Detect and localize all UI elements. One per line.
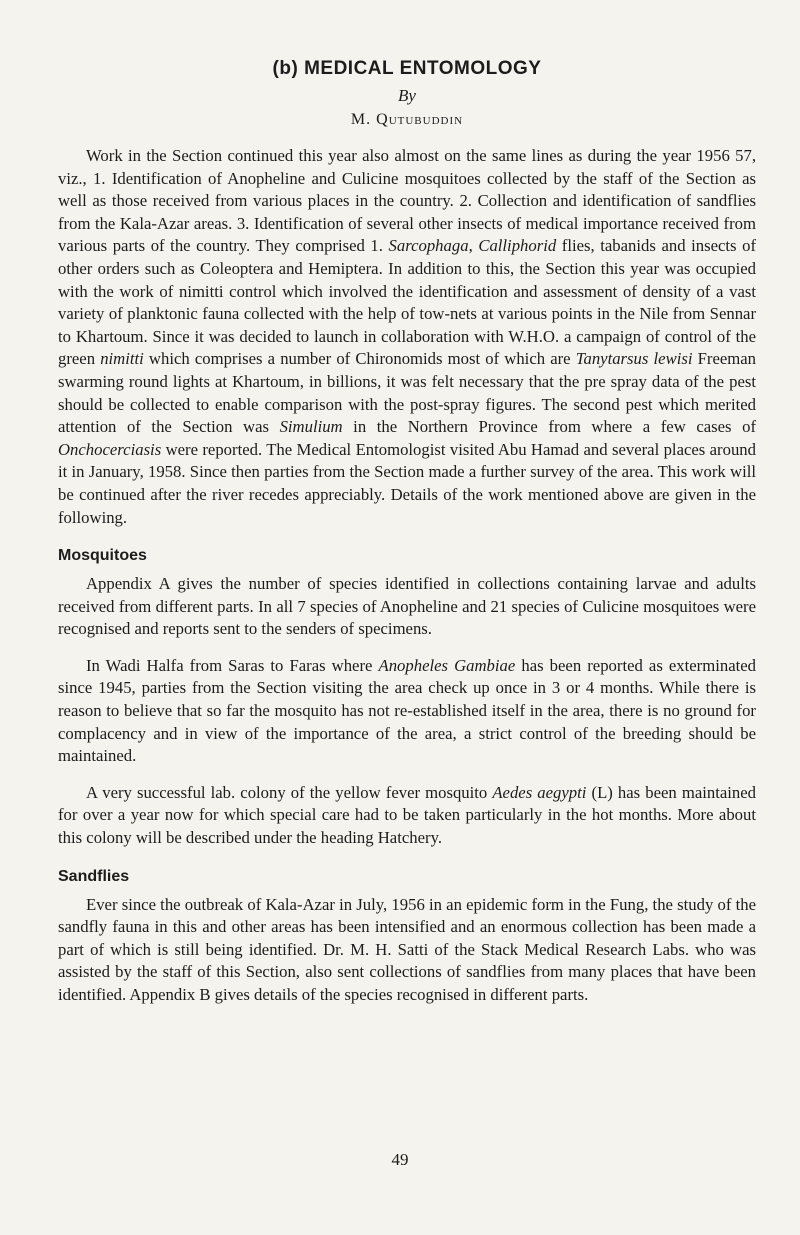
sandflies-paragraph-1: Ever since the outbreak of Kala-Azar in July, 1956 in an epidemic form in the Fung, the study of the sandfly fauna in this and other areas has been intensified and an enormous collection has been made a part of which is still being identified. Dr. M. H. Satti of the Stack Medical Research Labs. who was assisted by the staff of this Section, also sent collections of sandflies from many places that have been identified. Appendix B gives details of the species recognised in different parts. bbox=[58, 894, 756, 1004]
section-title: (b) MEDICAL ENTOMOLOGY bbox=[272, 58, 542, 79]
mosquitoes-paragraph-1: Appendix A gives the number of species identified in collections containing larvae and adults received from different parts. In all 7 species of Anopheline and 21 species of Culicine mosquitoes were recognised and reports sent to the senders of specimens. bbox=[58, 574, 756, 639]
byline: By bbox=[398, 86, 416, 105]
mosquitoes-heading: Mosquitoes bbox=[58, 547, 147, 565]
page-content bbox=[58, 58, 756, 1007]
author-name: M. Qutubuddin bbox=[350, 111, 464, 128]
mosquitoes-paragraph-3: A very successful lab. colony of the yellow fever mosquito Aedes aegypti (L) has been maintained for over a year now for which special care had to be taken particularly in the hot months. More about this colony will be described under the heading Hatchery. bbox=[58, 782, 756, 848]
sandflies-heading: Sandflies bbox=[58, 867, 130, 885]
mosquitoes-paragraph-2: In Wadi Halfa from Saras to Faras where Anopheles Gambiae has been reported as exterminated since 1945, parties from the Section visiting the area check up once in 3 or 4 months. While there is reason to believe that so far the mosquito has not re-established itself in the area, there is no ground for complacency and in view of the importance of the area, a strict control of the breeding should be maintained. bbox=[58, 655, 756, 766]
page-number: 49 bbox=[391, 1150, 409, 1169]
intro-paragraph: Work in the Section continued this year also almost on the same lines as during the year 1956 57, viz., 1. Identification of Anopheline and Culicine mosquitoes collected by the staff of the Section as well as those received from various places in the country. 2. Collection and identification of sandflies from the Kala-Azar areas. 3. Identification of several other insects of medical importance received from various parts of the country. They comprised 1. Sarcophaga, Calliphorid flies, tabanids and insects of other orders such as Coleoptera and Hemiptera. In addition to this, the Section this year was occupied with the work of nimitti control which involved the identification and assessment of density of a vast variety of planktonic fauna collected with the help of tow-nets at various points in the Nile from Sennar to Khartoum. Since it was decided to launch in collaboration with W.H.O. a campaign of control of the green nimitti which comprises a number of Chironomids most of which are Tanytarsus lewisi Freeman swarming round lights at Khartoum, in billions, it was felt necessary that the pre spray data of the pest should be collected to enable comparison with the post-spray figures. The second pest which merited attention of the Section was Simulium in the Northern Province from where a few cases of Onchocerciasis were reported. The Medical Entomologist visited Abu Hamad and several places around it in January, 1958. Since then parties from the Section made a further survey of the area. This work will be continued after the river recedes appreciably. Details of the work mentioned above are given in the following. bbox=[58, 146, 756, 527]
